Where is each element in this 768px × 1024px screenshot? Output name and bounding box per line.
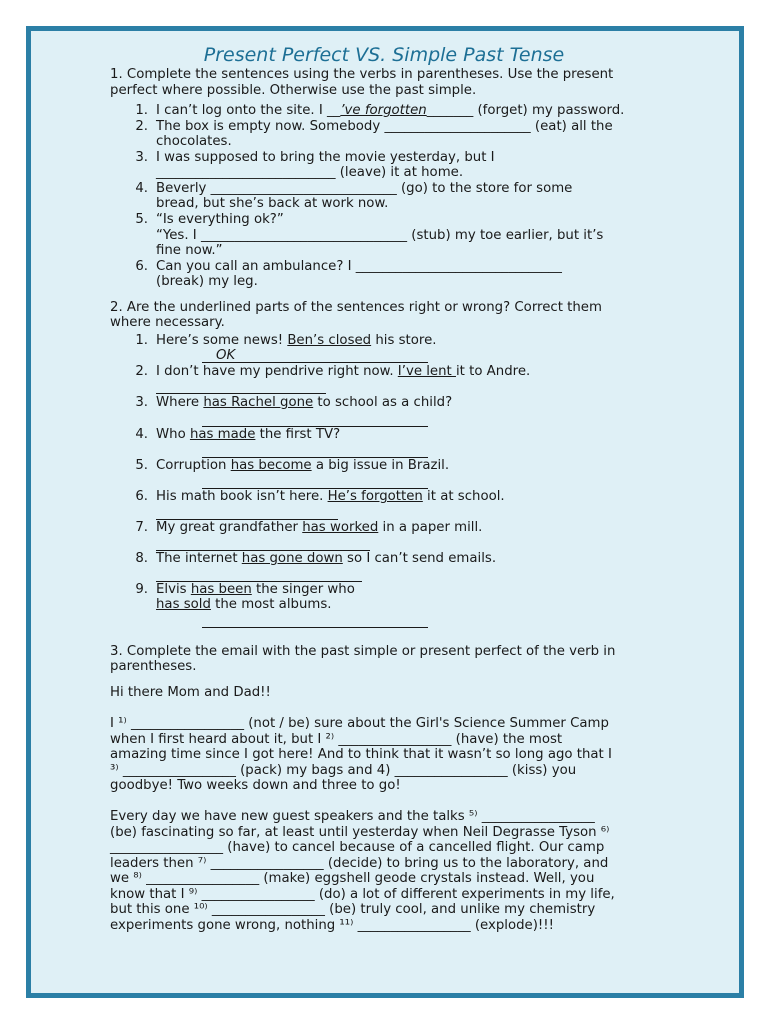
s2-item-text: Corruption — [156, 458, 231, 473]
s1-item-6-line-b: (break) my leg. — [156, 274, 258, 289]
s2-item-9-line-b — [156, 597, 332, 613]
s2-item-underlined: has Rachel gone — [203, 395, 314, 410]
email-para2-line: leaders then ⁷⁾ _________________ (decide) to bring us to the laboratory, and — [110, 856, 609, 871]
s2-item-number: 5. — [135, 458, 148, 473]
s1-item-number: 4. — [135, 181, 148, 196]
s1-item-1 — [156, 103, 624, 119]
s2-item-text: the first TV? — [255, 427, 341, 442]
s2-item-text: Who — [156, 427, 190, 442]
s2-item-text: Elvis — [156, 582, 191, 597]
s2-item-4 — [156, 427, 340, 443]
section1-instructions-line1: 1. Complete the sentences using the verbs in parentheses. Use the present — [110, 67, 614, 82]
s1-item-2-line-b: chocolates. — [156, 134, 232, 149]
s2-item-text: His math book isn’t here. — [156, 489, 328, 504]
s2-item-7 — [156, 520, 482, 536]
s1-item-3-line-b: ___________________________ (leave) it at home. — [156, 165, 464, 180]
s1-item-5-line-a: “Is everything ok?” — [156, 212, 284, 227]
s2-item-underlined: has made — [189, 427, 256, 442]
section2-instructions-line1: 2. Are the underlined parts of the sentences right or wrong? Correct them — [110, 300, 602, 315]
s2-item-underlined: He’s forgotten — [327, 489, 423, 504]
s2-item-text: it at school. — [422, 489, 505, 504]
s2-item-text: Where — [156, 395, 204, 410]
s2-item-underlined: Ben’s closed — [287, 333, 372, 348]
s1-item-1-text-b: _______ (forget) my password. — [426, 103, 625, 118]
s2-item-underlined: has sold — [156, 597, 211, 612]
s2-item-number: 9. — [135, 582, 148, 597]
s2-item-text: the most albums. — [210, 597, 332, 612]
s1-item-5-line-b: “Yes. I _______________________________ (stub) my toe earlier, but it’s — [156, 228, 604, 243]
section3-instructions-line2: parentheses. — [110, 659, 197, 674]
s1-item-1-answer: ’ve forgotten — [340, 103, 427, 118]
s2-item-text: a big issue in Brazil. — [311, 458, 450, 473]
s2-item-number: 1. — [135, 333, 148, 348]
section3-instructions-line1: 3. Complete the email with the past simple or present perfect of the verb in — [110, 644, 616, 659]
section2-instructions-line2: where necessary. — [110, 315, 225, 330]
s1-item-number: 3. — [135, 150, 148, 165]
s2-item-1-answer: OK — [216, 348, 236, 363]
s2-item-2 — [156, 364, 530, 380]
email-para2-line: (be) fascinating so far, at least until yesterday when Neil Degrasse Tyson ⁶⁾ — [110, 825, 610, 840]
s1-item-number: 1. — [135, 103, 148, 118]
s2-item-text: The internet — [156, 551, 242, 566]
email-para1-line: I ¹⁾ _________________ (not / be) sure about the Girl's Science Summer Camp — [110, 716, 609, 731]
s2-item-8 — [156, 551, 496, 567]
answer-line — [202, 362, 428, 363]
email-para2-line: we ⁸⁾ _________________ (make) eggshell geode crystals instead. Well, you — [110, 871, 595, 886]
email-para1-line: goodbye! Two weeks down and three to go! — [110, 778, 401, 793]
s2-item-text: his store. — [371, 333, 437, 348]
s1-item-2-line-a: The box is empty now. Somebody ______________________ (eat) all the — [156, 119, 613, 134]
s1-item-6-line-a: Can you call an ambulance? I _______________________________ — [156, 259, 562, 274]
answer-line — [156, 393, 326, 394]
s1-item-5-line-c: fine now.” — [156, 243, 223, 258]
s2-item-number: 6. — [135, 489, 148, 504]
s1-item-4-line-b: bread, but she’s back at work now. — [156, 196, 389, 211]
s2-item-1 — [156, 333, 437, 349]
s1-item-number: 2. — [135, 119, 148, 134]
worksheet-title: Present Perfect VS. Simple Past Tense — [203, 44, 565, 66]
s2-item-underlined: has been — [190, 582, 252, 597]
s1-item-3-line-a: I was supposed to bring the movie yesterday, but I — [156, 150, 495, 165]
s2-item-3 — [156, 395, 452, 411]
email-para2-line: _________________ (have) to cancel because of a cancelled flight. Our camp — [110, 840, 605, 855]
email-para2-line: but this one ¹⁰⁾ _________________ (be) truly cool, and unlike my chemistry — [110, 902, 596, 917]
s2-item-text: the singer who — [251, 582, 355, 597]
s2-item-5 — [156, 458, 449, 474]
s2-item-text: Here’s some news! — [156, 333, 288, 348]
email-para1-line: amazing time since I got here! And to think that it wasn’t so long ago that I — [110, 747, 612, 762]
s2-item-text: it to Andre. — [455, 364, 531, 379]
s2-item-number: 2. — [135, 364, 148, 379]
section1-instructions-line2: perfect where possible. Otherwise use the past simple. — [110, 83, 477, 98]
s2-item-text: in a paper mill. — [378, 520, 483, 535]
s2-item-text: I don’t have my pendrive right now. — [156, 364, 398, 379]
s2-item-text: to school as a child? — [313, 395, 453, 410]
s1-item-4-line-a: Beverly ____________________________ (go) to the store for some — [156, 181, 573, 196]
email-para1-line: ³⁾ _________________ (pack) my bags and 4) _________________ (kiss) you — [110, 763, 577, 778]
s2-item-number: 3. — [135, 395, 148, 410]
s2-item-number: 7. — [135, 520, 148, 535]
s2-item-underlined: I’ve lent — [397, 364, 456, 379]
email-greeting: Hi there Mom and Dad!! — [110, 685, 271, 700]
email-para2-line: know that I ⁹⁾ _________________ (do) a lot of different experiments in my life, — [110, 887, 615, 902]
s1-item-1-text-a: I can’t log onto the site. I __ — [156, 103, 341, 118]
s2-item-number: 4. — [135, 427, 148, 442]
s2-item-underlined: has become — [230, 458, 312, 473]
email-para1-line: when I first heard about it, but I ²⁾ _________________ (have) the most — [110, 732, 563, 747]
s1-item-number: 6. — [135, 259, 148, 274]
s2-item-number: 8. — [135, 551, 148, 566]
s1-item-number: 5. — [135, 212, 148, 227]
email-para2-line: experiments gone wrong, nothing ¹¹⁾ _________________ (explode)!!! — [110, 918, 554, 933]
s2-item-text: My great grandfather — [156, 520, 303, 535]
email-para2-line: Every day we have new guest speakers and the talks ⁵⁾ _________________ — [110, 809, 595, 824]
s2-item-underlined: has worked — [302, 520, 379, 535]
s2-item-6 — [156, 489, 505, 505]
s2-item-text: so I can’t send emails. — [342, 551, 497, 566]
s2-item-underlined: has gone down — [241, 551, 343, 566]
answer-line — [202, 627, 428, 628]
s2-item-9-line-a — [156, 582, 355, 598]
